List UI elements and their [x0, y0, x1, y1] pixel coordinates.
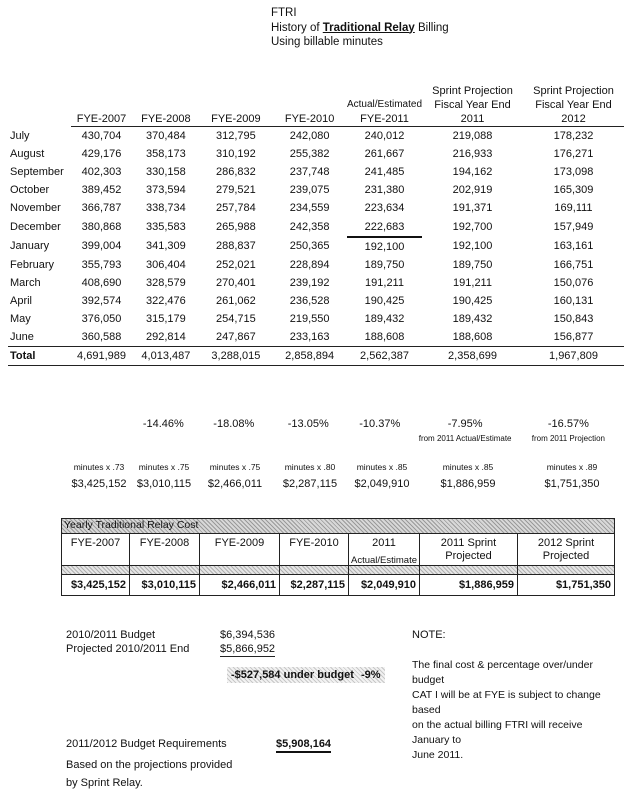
rates-row	[68, 462, 624, 490]
value-cell-sprint-2011: 192,100	[452, 240, 493, 253]
yearly-header-sprint-2011: 2011 Sprint Projected	[420, 534, 518, 566]
yearly-value-sprint-2011: $1,886,959	[420, 575, 518, 595]
col-header-fye2009: FYE-2009	[199, 84, 272, 127]
value-cell-fye2010: 233,163	[289, 331, 330, 344]
value-cell-fye2008: 322,476	[146, 294, 186, 307]
pct-fye2008: -14.46%	[142, 418, 184, 430]
value-cell-fye2007: 399,004	[81, 240, 122, 253]
value-cell-fye2007: 376,050	[81, 312, 122, 325]
value-cell-fye2007: 408,690	[81, 276, 122, 289]
rate-fye2010: minutes x .80	[284, 462, 336, 472]
yearly-value-fye2008: $3,010,115	[130, 575, 200, 595]
yearly-header-fye2009: FYE-2009	[200, 534, 280, 566]
value-cell-fye2007: 366,787	[81, 202, 122, 215]
value-cell-fye2008: 328,579	[146, 276, 186, 289]
value-cell-fye2011: 191,211	[365, 276, 404, 289]
value-cell-fye2010: 228,894	[289, 258, 330, 271]
month-cell: May	[10, 312, 31, 325]
value-cell-fye2011: 192,100	[364, 240, 405, 253]
table-row	[8, 217, 624, 236]
value-cell-sprint-2011: 189,432	[452, 312, 493, 325]
yearly-value-fye2010: $2,287,115	[280, 575, 349, 595]
value-cell-sprint-2011: 192,700	[452, 221, 493, 234]
month-cell: November	[10, 202, 61, 215]
monthly-minutes-table	[8, 84, 624, 366]
value-cell-fye2007: 429,176	[81, 148, 122, 161]
value-cell-fye2011: 231,380	[364, 184, 405, 197]
col-header-sprint-2012: Sprint Projection Fiscal Year End 2012	[523, 84, 624, 127]
document-header	[271, 6, 449, 50]
table-row	[8, 292, 624, 310]
value-cell-fye2011: 189,432	[364, 312, 405, 325]
yearly-header-fye2010: FYE-2010	[280, 534, 349, 566]
month-cell: September	[10, 166, 64, 179]
pct-sprint-2011: -7.95% from 2011 Actual/Estimate	[418, 418, 512, 443]
org-name: FTRI	[271, 7, 297, 19]
total-cell-fye2009: 3,288,015	[199, 347, 272, 366]
total-cell-fye2008: 4,013,487	[132, 347, 199, 366]
value-cell-fye2007: 380,868	[81, 221, 122, 234]
value-cell-sprint-2011: 194,162	[452, 166, 493, 179]
value-cell-fye2011: 188,608	[364, 331, 405, 344]
month-cell: April	[10, 294, 33, 307]
value-cell-fye2008: 338,734	[146, 202, 186, 215]
value-cell-fye2009: 265,988	[216, 221, 256, 234]
under-budget-text: under budget	[283, 669, 354, 681]
table-row	[8, 145, 624, 163]
value-cell-fye2009: 261,062	[216, 294, 256, 307]
value-cell-fye2010: 255,382	[289, 148, 330, 161]
value-cell-fye2011: 190,425	[364, 294, 405, 307]
value-cell-sprint-2012: 157,949	[553, 221, 594, 234]
budget-value: $6,394,536	[220, 629, 276, 641]
rate-sprint-2011: minutes x .85	[442, 462, 494, 472]
month-cell: June	[10, 331, 34, 344]
rate-fye2011: minutes x .85	[356, 462, 408, 472]
pct-sprint-2012: -16.57% from 2011 Projection	[531, 418, 605, 443]
rate-fye2009: minutes x .75	[209, 462, 261, 472]
total-cell-sprint-2011: 2,358,699	[422, 347, 523, 366]
requirements-note-1: Based on the projections provided	[66, 759, 233, 771]
value-cell-fye2010: 219,550	[289, 312, 330, 325]
pct-fye2011: -10.37%	[359, 418, 401, 430]
month-cell: March	[10, 276, 41, 289]
value-cell-fye2007: 392,574	[81, 294, 122, 307]
value-cell-fye2008: 306,404	[146, 258, 186, 271]
yearly-header-fye2007: FYE-2007	[62, 534, 130, 566]
value-cell-fye2007: 360,588	[81, 331, 122, 344]
value-cell-fye2010: 239,192	[289, 276, 330, 289]
yearly-value-fye2009: $2,466,011	[200, 575, 280, 595]
value-cell-fye2010: 242,080	[289, 130, 330, 143]
value-cell-sprint-2011: 191,211	[453, 276, 492, 289]
col-header-fye2011: Actual/Estimated FYE-2011	[347, 84, 422, 127]
value-cell-sprint-2011: 189,750	[452, 258, 493, 271]
cost-fye2007: $3,425,152	[71, 478, 127, 490]
value-cell-fye2011: 241,485	[364, 166, 405, 179]
col-header-fye2010: FYE-2010	[272, 84, 347, 127]
requirements-label: 2011/2012 Budget Requirements	[66, 738, 227, 750]
value-cell-sprint-2012: 173,098	[553, 166, 594, 179]
value-cell-sprint-2012: 156,877	[553, 331, 594, 344]
table-row	[8, 328, 624, 347]
value-cell-sprint-2012: 160,131	[553, 294, 594, 307]
value-cell-fye2008: 358,173	[146, 148, 186, 161]
yearly-header-2011: 2011 Actual/Estimate	[349, 534, 420, 566]
value-cell-fye2010: 236,528	[289, 294, 330, 307]
under-budget-line	[227, 667, 385, 683]
value-cell-fye2011: 223,634	[364, 202, 405, 215]
percent-change-row	[68, 418, 620, 443]
value-cell-fye2008: 373,594	[146, 184, 186, 197]
yearly-cost-title-band	[62, 519, 614, 534]
value-cell-fye2009: 312,795	[216, 130, 256, 143]
value-cell-fye2009: 257,784	[216, 202, 256, 215]
total-cell-fye2010: 2,858,894	[272, 347, 347, 366]
value-cell-fye2008: 335,583	[146, 221, 186, 234]
table-row	[8, 163, 624, 181]
rate-fye2007: minutes x .73	[73, 462, 125, 472]
value-cell-sprint-2012: 178,232	[553, 130, 594, 143]
month-cell: July	[10, 129, 30, 142]
under-budget-pct: -9%	[360, 669, 381, 681]
table-row	[8, 310, 624, 328]
yearly-cost-values	[62, 575, 614, 595]
total-cell-fye2007: 4,691,989	[71, 347, 133, 366]
cost-fye2008: $3,010,115	[136, 478, 192, 490]
value-cell-fye2009: 286,832	[216, 166, 256, 179]
month-cell: February	[10, 258, 55, 271]
yearly-header-sprint-2012: 2012 Sprint Projected	[518, 534, 614, 566]
doc-subtitle: Using billable minutes	[271, 36, 383, 48]
total-cell-sprint-2012: 1,967,809	[523, 347, 624, 366]
value-cell-fye2009: 270,401	[216, 276, 256, 289]
value-cell-sprint-2011: 190,425	[452, 294, 493, 307]
yearly-value-fye2007: $3,425,152	[62, 575, 130, 595]
doc-title: History of Traditional Relay Billing	[271, 21, 449, 34]
rate-sprint-2012: minutes x .89	[546, 462, 598, 472]
projected-value: $5,866,952	[220, 643, 276, 655]
cost-fye2010: $2,287,115	[282, 478, 338, 490]
value-cell-fye2009: 310,192	[216, 148, 256, 161]
note-body: The final cost & percentage over/under budget CAT I will be at FYE is subject to change based on the actual billing FTRI will receive January to June 2011.	[412, 659, 601, 761]
value-cell-sprint-2011: 219,088	[452, 130, 493, 143]
table-row	[8, 274, 624, 292]
yearly-value-2011: $2,049,910	[349, 575, 420, 595]
value-cell-fye2007: 355,793	[81, 258, 122, 271]
value-cell-sprint-2011: 216,933	[452, 148, 493, 161]
month-header	[8, 84, 71, 127]
value-cell-sprint-2012: 176,271	[553, 148, 594, 161]
col-header-fye2008: FYE-2008	[132, 84, 199, 127]
value-cell-sprint-2012: 150,076	[553, 276, 594, 289]
total-row	[8, 347, 624, 366]
yearly-cost-headers	[62, 534, 614, 566]
under-budget-amount: -$527,584	[231, 669, 281, 681]
projected-label: Projected 2010/2011 End	[66, 643, 190, 655]
month-cell: October	[10, 184, 50, 197]
value-cell-sprint-2012: 166,751	[553, 258, 594, 271]
value-cell-fye2009: 247,867	[216, 331, 256, 344]
value-cell-fye2009: 252,021	[216, 258, 256, 271]
table-row	[8, 127, 624, 146]
value-cell-fye2011: 222,683	[347, 217, 422, 236]
cost-sprint-2012: $1,751,350	[544, 478, 600, 490]
month-cell: January	[10, 240, 50, 253]
yearly-cost-title: Yearly Traditional Relay Cost	[64, 519, 199, 531]
month-cell: August	[10, 148, 45, 161]
value-cell-fye2008: 292,814	[146, 331, 186, 344]
value-cell-sprint-2012: 169,111	[554, 202, 593, 215]
value-cell-sprint-2012: 150,843	[553, 312, 594, 325]
yearly-header-fye2008: FYE-2008	[130, 534, 200, 566]
value-cell-sprint-2011: 188,608	[452, 331, 493, 344]
value-cell-fye2009: 288,837	[216, 240, 256, 253]
value-cell-fye2009: 254,715	[216, 312, 256, 325]
value-cell-fye2011: 240,012	[364, 130, 405, 143]
rate-fye2008: minutes x .75	[138, 462, 190, 472]
yearly-cost-table	[61, 518, 615, 596]
value-cell-fye2010: 234,559	[289, 202, 330, 215]
value-cell-fye2007: 402,303	[81, 166, 122, 179]
yearly-value-sprint-2012: $1,751,350	[555, 579, 611, 591]
month-cell: December	[10, 221, 61, 234]
value-cell-sprint-2011: 202,919	[452, 184, 493, 197]
value-cell-fye2008: 330,158	[146, 166, 186, 179]
pct-fye2010: -13.05%	[287, 418, 329, 430]
note-title: NOTE:	[412, 629, 446, 641]
value-cell-fye2011: 189,750	[364, 258, 405, 271]
requirements-value: $5,908,164	[276, 737, 331, 753]
col-header-sprint-2011: Sprint Projection Fiscal Year End 2011	[422, 84, 523, 127]
value-cell-fye2010: 242,358	[289, 221, 330, 234]
value-cell-fye2007: 389,452	[81, 184, 122, 197]
table-row	[8, 256, 624, 274]
value-cell-sprint-2012: 165,309	[553, 184, 594, 197]
value-cell-fye2011: 261,667	[364, 148, 405, 161]
pct-fye2009: -18.08%	[213, 418, 255, 430]
requirements-note-2: by Sprint Relay.	[66, 777, 143, 789]
value-cell-sprint-2011: 191,371	[452, 202, 493, 215]
table-row	[8, 237, 624, 256]
col-header-fye2007: FYE-2007	[71, 84, 133, 127]
value-cell-fye2010: 239,075	[289, 184, 330, 197]
total-label: Total	[8, 347, 71, 366]
table-row	[8, 181, 624, 199]
budget-label: 2010/2011 Budget	[66, 629, 156, 641]
value-cell-sprint-2012: 163,161	[553, 240, 594, 253]
cost-fye2011: $2,049,910	[354, 478, 410, 490]
value-cell-fye2008: 315,179	[146, 312, 186, 325]
value-cell-fye2010: 237,748	[289, 166, 330, 179]
total-cell-fye2011: 2,562,387	[347, 347, 422, 366]
value-cell-fye2009: 279,521	[216, 184, 256, 197]
value-cell-fye2007: 430,704	[81, 130, 122, 143]
cost-sprint-2011: $1,886,959	[440, 478, 496, 490]
value-cell-fye2010: 250,365	[289, 240, 330, 253]
value-cell-fye2008: 341,309	[146, 240, 186, 253]
value-cell-fye2008: 370,484	[146, 130, 186, 143]
cost-fye2009: $2,466,011	[207, 478, 263, 490]
table-row	[8, 199, 624, 217]
